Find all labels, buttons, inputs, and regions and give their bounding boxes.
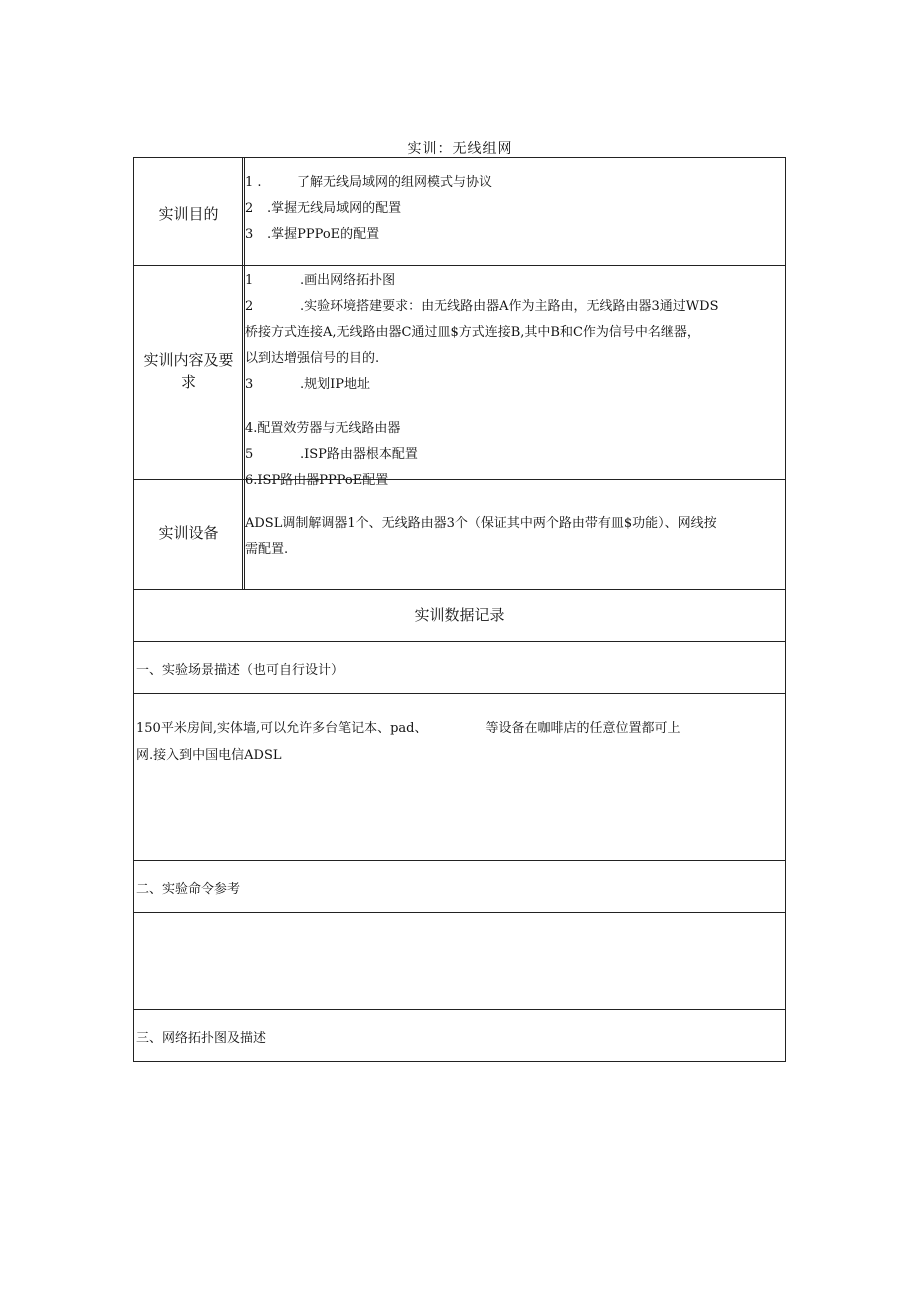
row-divider (134, 479, 785, 480)
requirement-item (245, 442, 786, 468)
purpose-list (245, 170, 786, 248)
requirement-item (245, 268, 786, 294)
requirement-text: .规划IP地址 (300, 377, 371, 392)
row-divider (134, 860, 785, 861)
section1-body (136, 715, 776, 769)
section2-heading: 二、实验命令参考 (136, 882, 241, 897)
row-divider (134, 589, 785, 590)
section3-heading: 三、网络拓扑图及描述 (136, 1031, 267, 1046)
requirement-number: 1 (245, 273, 254, 288)
requirement-continuation: 以到达增强信号的目的. (245, 351, 380, 366)
purpose-item (245, 196, 786, 222)
purpose-item (245, 170, 786, 196)
content-label-line1: 实训内容及要 (143, 351, 234, 369)
scene-text-part2: 等设备在咖啡店的任意位置都可上 (485, 721, 681, 736)
row-divider (134, 693, 785, 694)
equipment-line: ADSL调制解调器1个、无线路由器3个（保证其中两个路由带有皿$功能）、网线按 (245, 516, 717, 531)
equipment-label: 实训设备 (158, 524, 219, 542)
requirement-number: 5 (245, 447, 254, 462)
row-divider (134, 1009, 785, 1010)
purpose-item-number: 3 (245, 227, 254, 242)
equipment-text (245, 511, 786, 563)
requirement-text: .画出网络拓扑图 (300, 273, 396, 288)
content-label (134, 349, 243, 393)
scene-line (136, 715, 776, 742)
content-requirements (245, 268, 786, 488)
requirement-text: .ISP路由器根本配置 (300, 447, 418, 462)
purpose-item-text: .掌握PPPoE的配置 (267, 227, 380, 242)
requirement-text: .实验环境搭建要求：由无线路由器A作为主路由，无线路由器3通过WDS (300, 299, 719, 314)
purpose-item-number: 1 . (245, 175, 262, 190)
requirement-item (245, 372, 786, 398)
section1-heading: 一、实验场景描述（也可自行设计） (136, 663, 345, 678)
requirement-number: 3 (245, 377, 254, 392)
row-divider (134, 265, 785, 266)
purpose-label: 实训目的 (158, 205, 219, 223)
requirement-number: 2 (245, 299, 254, 314)
lab-form-table (133, 157, 786, 1062)
purpose-item-text: .掌握无线局域网的配置 (267, 201, 402, 216)
purpose-item-text: 了解无线局域网的组网模式与协议 (297, 175, 493, 190)
blank-line (245, 398, 786, 416)
document-title: 实训：无线组网 (407, 141, 513, 157)
records-title: 实训数据记录 (414, 606, 505, 624)
purpose-item (245, 222, 786, 248)
row-divider (134, 912, 785, 913)
requirement-item (245, 294, 786, 320)
content-label-line2: 求 (180, 373, 196, 391)
requirement-item: 4.配置效劳器与无线路由器 (245, 421, 401, 436)
requirement-item-clipped: 6.ISP路由器PPPoE配置 (245, 473, 389, 488)
row-divider (134, 641, 785, 642)
equipment-line: 需配置. (245, 542, 289, 557)
scene-line: 网.接入到中国电信ADSL (136, 748, 282, 763)
scene-text-part1: 150平米房间,实体墙,可以允许多台笔记本、pad、 (136, 721, 428, 736)
purpose-item-number: 2 (245, 201, 254, 216)
requirement-continuation: 桥接方式连接A,无线路由器C通过皿$方式连接B,其中B和C作为信号中名继器， (245, 325, 700, 340)
